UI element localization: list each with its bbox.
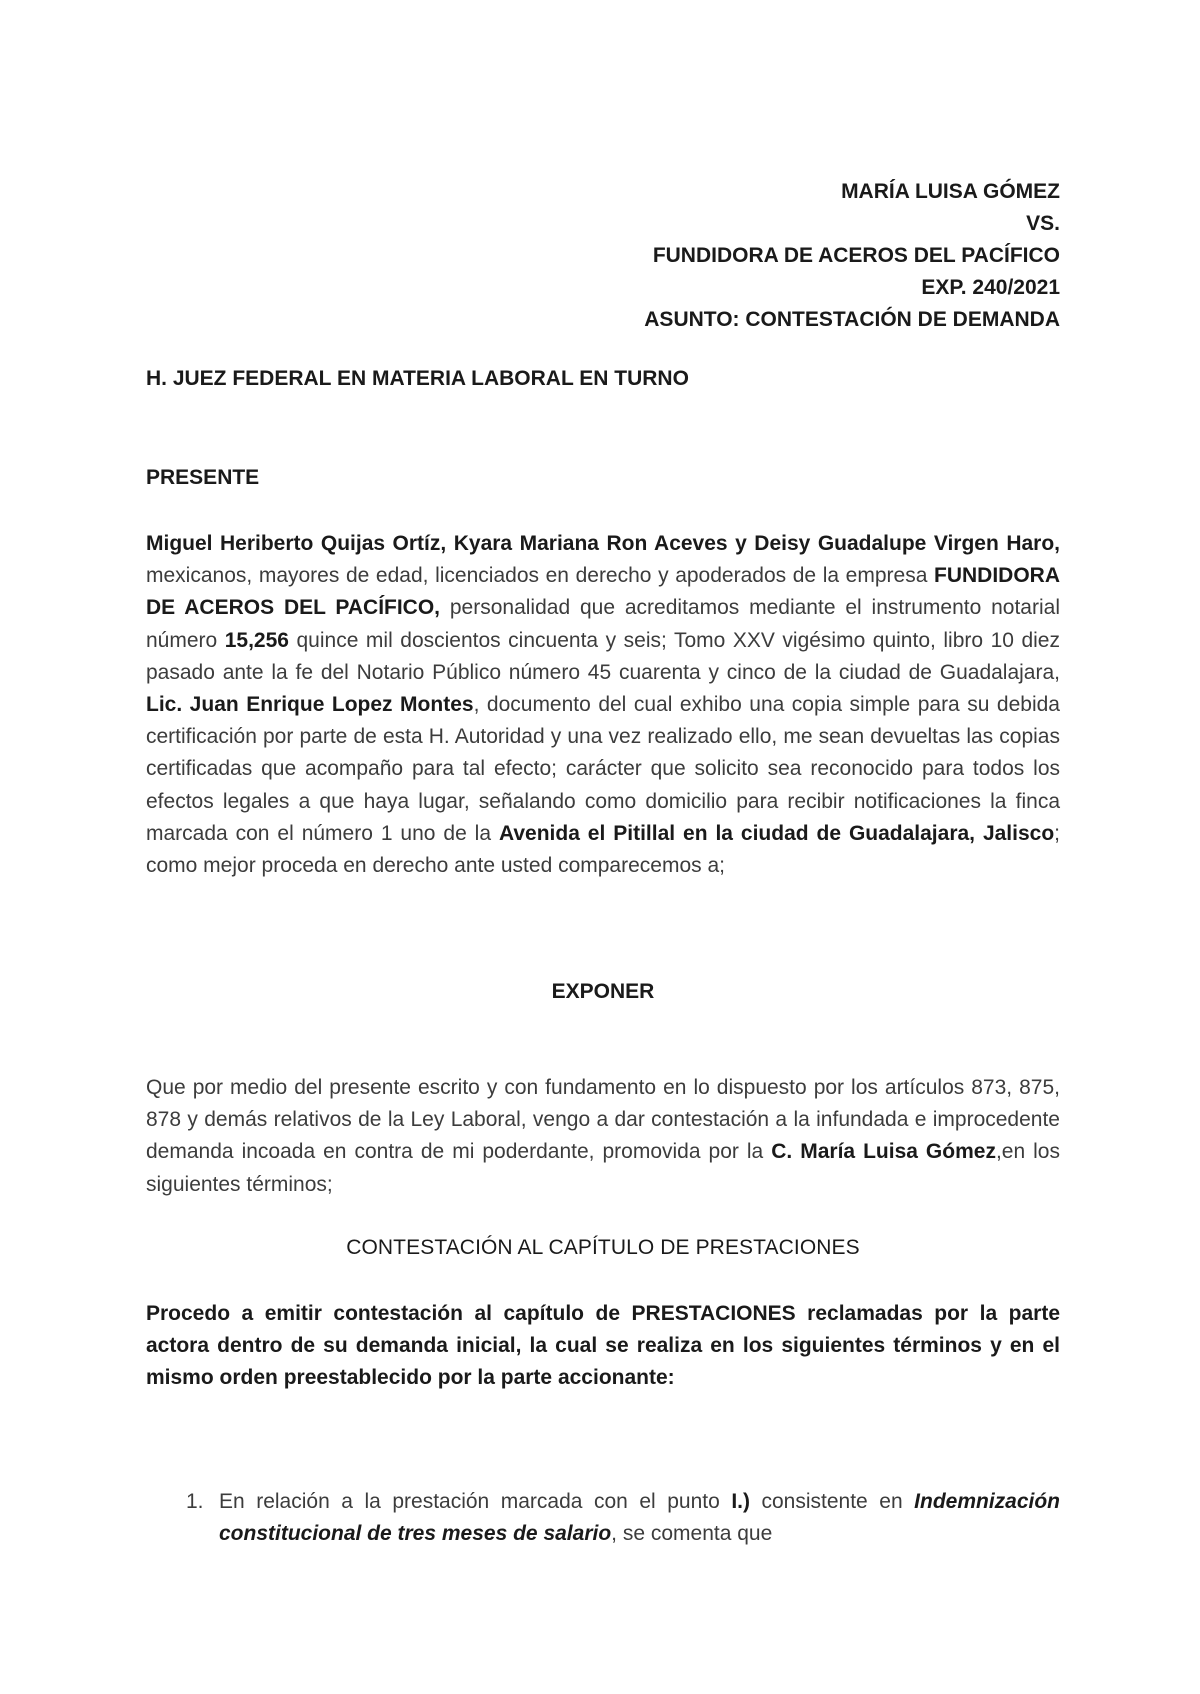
addressee: H. JUEZ FEDERAL EN MATERIA LABORAL EN TURNO	[146, 367, 689, 390]
attorney-names: Miguel Heriberto Quijas Ortíz, Kyara Mariana Ron Aceves y Deisy Guadalupe Virgen Haro,	[146, 532, 1060, 555]
case-plaintiff: MARÍA LUISA GÓMEZ	[841, 180, 1060, 203]
list-text-3: , se comenta que	[611, 1522, 773, 1546]
intro-text-3: quince mil doscientos cincuenta y seis; Tomo XXV vigésimo quinto, libro 10 diez pasado ante la fe del Notario Público número 45 cuarenta y cinco de la ciudad de Guadalajara,	[146, 628, 1060, 684]
intro-text-5: ; como mejor proceda en derecho ante usted comparecemos a;	[146, 821, 1060, 878]
plaintiff-name: C. María Luisa Gómez	[771, 1140, 996, 1164]
intro-text-1: mexicanos, mayores de edad, licenciados en derecho y apoderados de la empresa	[146, 564, 934, 588]
intro-text-2: personalidad que acreditamos mediante el instrumento notarial número	[146, 596, 1060, 652]
notarial-number: 15,256	[224, 628, 289, 652]
exponer-paragraph	[146, 1072, 1060, 1201]
list-item	[146, 1486, 1060, 1550]
list-point: I.)	[731, 1490, 750, 1513]
list-text-1: En relación a la prestación marcada con el punto	[219, 1490, 732, 1513]
case-defendant: FUNDIDORA DE ACEROS DEL PACÍFICO	[652, 244, 1060, 267]
address: Avenida el Pitillal en la ciudad de Guadalajara, Jalisco	[498, 821, 1055, 845]
intro-paragraph	[146, 528, 1060, 882]
case-subject: ASUNTO: CONTESTACIÓN DE DEMANDA	[644, 308, 1060, 331]
list-claim: Indemnización constitucional de tres meses de salario	[219, 1490, 1061, 1546]
company-name: FUNDIDORA DE ACEROS DEL PACÍFICO,	[146, 564, 1060, 620]
list-number: 1.	[186, 1490, 204, 1513]
case-header	[140, 176, 1060, 336]
section-heading: CONTESTACIÓN AL CAPÍTULO DE PRESTACIONES	[346, 1236, 860, 1259]
case-versus: VS.	[1026, 212, 1060, 235]
procedo-paragraph: Procedo a emitir contestación al capítulo de PRESTACIONES reclamadas por la parte actora dentro de su demanda inicial, la cual se realiza en los siguientes términos y en el mismo orden preestablecido por la parte accionante:	[146, 1302, 1060, 1390]
exponer-text-2: ,en los siguientes términos;	[146, 1140, 1060, 1196]
exponer-heading: EXPONER	[551, 980, 655, 1003]
notary-name: Lic. Juan Enrique Lopez Montes	[146, 693, 474, 717]
intro-text-4: , documento del cual exhibo una copia simple para su debida certificación por parte de esta H. Autoridad y una vez realizado ello, me sean devueltas las copias certificadas que acompaño para tal efecto; carácter que solicito sea reconocido para todos los efectos legales a que haya lugar, señalando como domicilio para recibir notificaciones la finca marcada con el número 1 uno de la	[146, 693, 1060, 845]
presente-heading: PRESENTE	[146, 466, 260, 489]
case-file-number: EXP. 240/2021	[921, 276, 1060, 299]
list-item-text	[219, 1486, 1060, 1550]
list-text-2: consistente en	[749, 1490, 915, 1513]
exponer-text-1: Que por medio del presente escrito y con fundamento en lo dispuesto por los artículos 873, 875, 878 y demás relativos de la Ley Laboral, vengo a dar contestación a la infundada e improcedente demanda incoada en contra de mi poderdante, promovida por la	[146, 1076, 1060, 1164]
